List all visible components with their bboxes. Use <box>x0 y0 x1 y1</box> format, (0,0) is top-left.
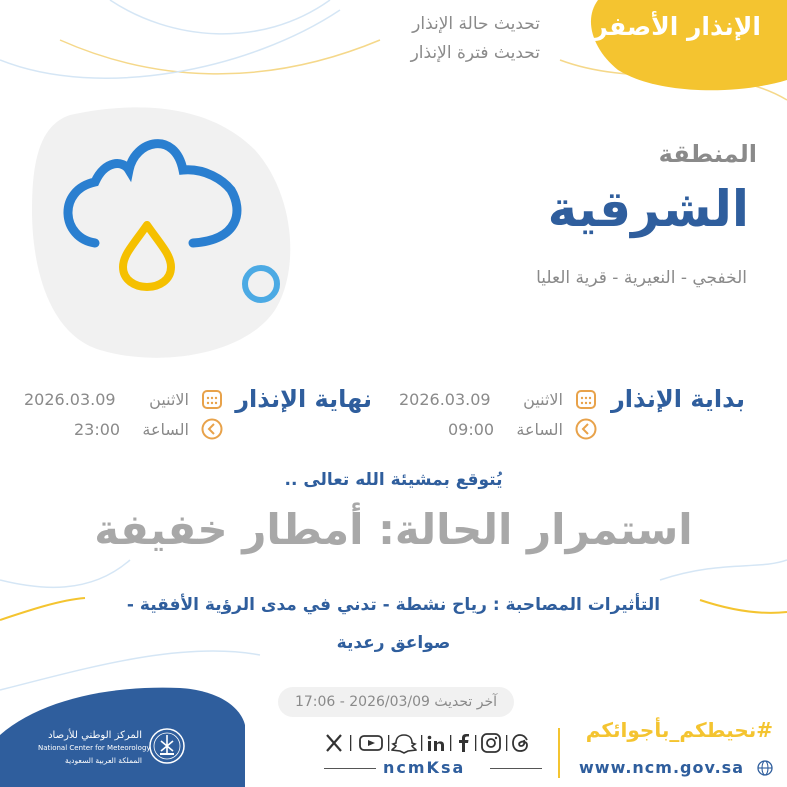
forecast-effects: التأثيرات المصاحبة : رياح نشطة - تدني في مدى الرؤية الأفقية - صواعق رعدية <box>126 595 661 653</box>
calendar-icon <box>201 388 223 410</box>
snapchat-icon <box>392 735 416 753</box>
youtube-icon <box>360 736 382 750</box>
instagram-icon <box>482 734 500 752</box>
status-update-label: تحديث حالة الإنذار <box>412 14 540 34</box>
forecast-headline: استمرار الحالة: أمطار خفيفة <box>94 505 693 554</box>
social-icons-row <box>324 732 544 754</box>
end-title: نهاية الإنذار <box>235 385 372 413</box>
handle-line-right <box>490 768 542 769</box>
end-date: 2026.03.09 <box>24 390 116 409</box>
start-day: الاثنين <box>523 390 563 409</box>
website-link[interactable]: www.ncm.gov.sa <box>579 758 744 777</box>
org-name-english: National Center for Meteorology <box>38 744 151 752</box>
start-time: 09:00 <box>448 420 495 439</box>
start-title: بداية الإنذار <box>610 385 745 413</box>
clock-chevron-icon <box>201 418 223 440</box>
end-time: 23:00 <box>74 420 121 439</box>
calendar-icon <box>575 388 597 410</box>
region-name: الشرقية <box>547 180 749 238</box>
ncm-emblem-icon <box>148 727 186 765</box>
org-subtitle: المملكة العربية السعودية <box>65 756 142 765</box>
region-areas: الخفجي - النعيرية - قرية العليا <box>536 268 747 288</box>
start-time-label: الساعة <box>516 420 563 439</box>
forecast-expectation: يُتوقع بمشيئة الله تعالى .. <box>284 470 503 490</box>
globe-icon <box>757 760 773 776</box>
end-time-label: الساعة <box>142 420 189 439</box>
rain-cloud-icon <box>55 130 295 310</box>
threads-icon <box>513 735 527 751</box>
facebook-icon <box>459 734 469 752</box>
last-update: آخر تحديث 2026/03/09 - 17:06 <box>278 687 514 717</box>
social-handle[interactable]: ncmKsa <box>383 758 466 777</box>
start-date: 2026.03.09 <box>399 390 491 409</box>
end-day: الاثنين <box>149 390 189 409</box>
period-update-label: تحديث فترة الإنذار <box>410 43 540 63</box>
footer-divider <box>558 728 560 778</box>
warning-level-badge: الإنذار الأصفر <box>593 12 761 41</box>
x-icon <box>327 735 341 751</box>
region-label: المنطقة <box>658 140 757 168</box>
org-name-arabic: المركز الوطني للأرصاد <box>48 730 142 741</box>
clock-chevron-icon <box>575 418 597 440</box>
hashtag: #نحيطكم_بأجوائكم <box>585 718 773 742</box>
linkedin-icon <box>428 736 444 751</box>
handle-line-left <box>324 768 376 769</box>
